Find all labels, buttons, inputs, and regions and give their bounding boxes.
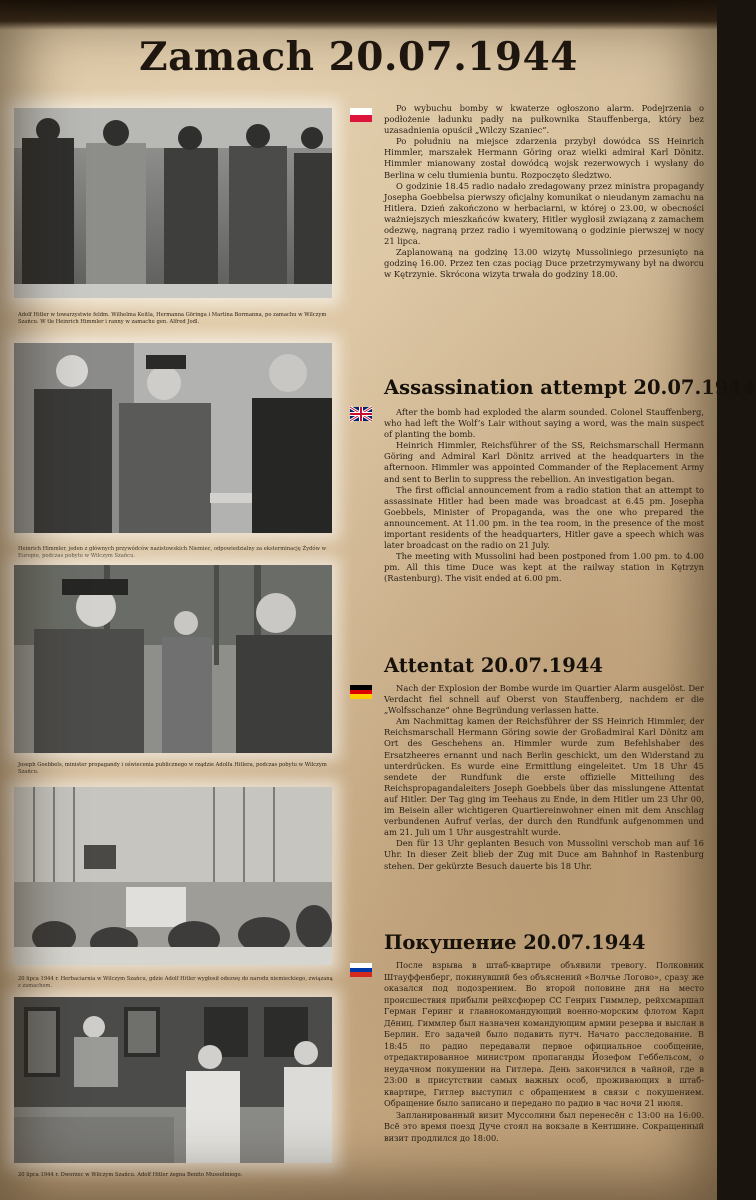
photo-caption-2: Heinrich Himmler, jeden z głównych przywódców nazistowskich Niemiec, odpowiedzialny za eksterminację Żydów w Europie, podczas pobytu w Wilczym Szańcu. — [18, 546, 327, 559]
section-de-body — [384, 683, 704, 872]
ru-paragraph: Запланированный визит Муссолини был перенесён с 13:00 на 16:00. Всё это время поезд Дуче стоял на вокзале в Кентшине. Сокращенный визит продлился до 18:00. — [384, 1109, 704, 1143]
pl-paragraph: Zaplanowaną na godzinę 13.00 wizytę Mussoliniego przesunięto na godzinę 16.00. Przez ten czas pociąg Duce przetrzymywany był na dworcu w Kętrzynie. Skrócona wizyta trwała do godziny 18.00. — [384, 247, 704, 280]
pl-paragraph: O godzinie 18.45 radio nadało zredagowany przez ministra propagandy Josepha Goebbelsa pierwszy oficjalny komunikat o nieudanym zamachu na Hitlera. Dzień zakończono w herbaciarni, w której o 23.00, w obecności ważniejszych mieszkańców kwatery, Hitler wygłosił związaną z zamachem odezwę, nagraną przez radio i wyemitowaną o godzinie pierwszej w nocy 21 lipca. — [384, 180, 704, 247]
ru-paragraph: После взрыва в штаб-квартире объявили тревогу. Полковник Штауффенберг, покинувший без объяснений «Волчье Логово», сразу же оказался под подозрением. Во второй половине дня на место происшествия прибыли рейхсфюрер СС Генрих Гиммлер, рейхсмаршал Герман Геринг и главнокомандующий военно-морским флотом Карл Дёниц. Гиммлер был назначен командующим армии резерва и выслан в Берлин. Его задачей было подавить путч. Начато расследование. В 18:45 по радио передавали первое официальное сообщение, отредактированное министром пропаганды Йозефом Геббельсом, о неудачном покушении на Гитлера. День закончился в чайной, где в 23:00 в присутствии самых важных особ, проживающих в штаб-квартире, Гитлер выступил с обращением в связи с покушением. Обращение было записано и передано по радио в час ночи 21 июля. — [384, 960, 704, 1108]
section-ru-body — [384, 960, 704, 1144]
poland-flag-icon — [350, 108, 372, 122]
page-title: Zamach 20.07.1944 — [139, 34, 578, 80]
section-de-title: Attentat 20.07.1944 — [384, 654, 603, 677]
en-paragraph: The first official announcement from a radio station that an attempt to assassinate Hitler had been made was broadcast at 6.45 pm. Josepha Goebbels, Minister of Propaganda, was the one who prepared the announcement. At 11.00 pm. in the tea room, in the presence of the most important residents of the headquarters, Hitler gave a speech which was later broadcast on the radio on 21 July. — [384, 484, 704, 551]
photo-himmler-handshake — [14, 343, 332, 533]
en-paragraph: Heinrich Himmler, Reichsführer of the SS, Reichsmarschall Hermann Göring and Admiral Karl Dönitz arrived at the headquarters in the afternoon. Himmler was appointed Commander of the Replacement Army and sent to Berlin to suppress the rebellion. An investigation began. — [384, 440, 704, 484]
photo-caption-5: 20 lipca 1944 r. Dworzec w Wilczym Szańcu. Adolf Hitler żegna Benito Mussoliniego. — [18, 1172, 243, 1178]
en-paragraph: The meeting with Mussolini had been postponed from 1.00 pm. to 4.00 pm. All this time Duce was kept at the railway station in Kętrzyn (Rastenburg). The visit ended at 6.00 pm. — [384, 551, 704, 584]
photo-caption-3: Joseph Goebbels, minister propagandy i oświecenia publicznego w rządzie Adolfa Hitlera, podczas pobytu w Wilczym Szańcu. — [18, 762, 327, 775]
section-ru-title: Покушение 20.07.1944 — [384, 931, 646, 954]
de-paragraph: Am Nachmittag kamen der Reichsführer der SS Heinrich Himmler, der Reichsmarschall Hermann Göring sowie der Großadmiral Karl Dönitz am Ort des Geschehens an. Himmler wurde zum Befehlshaber des Ersatzheeres ernannt und nach Berlin geschickt, um den Widerstand zu unterdrücken. Es wurde eine Ermittlung eingeleitet. Um 18 Uhr 45 sendete der Rundfunk die erste offizielle Mitteilung des Reichspropagandaleiters Joseph Goebbels über das misslungene Attentat auf Hitler. Der Tag ging im Teehaus zu Ende, in dem Hitler um 23 Uhr 00, im Beisein aller wichtigeren Quartiereinwohner einen mit dem Anschlag verbundenen Aufruf verlas, der durch den Rundfunk aufgenommen und am 21. Juli um 1 Uhr ausgestrahlt wurde. — [384, 716, 704, 838]
de-paragraph: Den für 13 Uhr geplanten Besuch von Mussolini verschob man auf 16 Uhr. In dieser Zeit blieb der Zug mit Duce am Bahnhof in Rastenburg stehen. Der gekürzte Besuch dauerte bis 18 Uhr. — [384, 838, 704, 871]
pl-paragraph: Po wybuchu bomby w kwaterze ogłoszono alarm. Podejrzenia o podłożenie ładunku padły na pułkownika Stauffenberga, który bez uzasadnienia opuścił „Wilczy Szaniec”. — [384, 103, 704, 136]
photo-goebbels — [14, 565, 332, 753]
germany-flag-icon — [350, 685, 372, 699]
photo-tea-house — [14, 787, 332, 965]
photo-caption-4: 20 lipca 1944 r. Herbaciarnia w Wilczym Szańcu, gdzie Adolf Hitler wygłosił odezwę do narodu niemieckiego, związaną z zamachem. — [18, 976, 333, 989]
section-en-body — [384, 407, 704, 585]
photo-train-station — [14, 997, 332, 1163]
section-en-title: Assassination attempt 20.07.1944 — [384, 376, 756, 399]
top-shadow-band — [0, 0, 717, 30]
uk-flag-icon — [350, 407, 372, 421]
de-paragraph: Nach der Explosion der Bombe wurde im Quartier Alarm ausgelöst. Der Verdacht fiel schnell auf Oberst von Stauffenberg, nachdem er die „Wolfsschanze” ohne Begründung verlassen hatte. — [384, 683, 704, 716]
photo-hitler-keitel-goring — [14, 108, 332, 298]
section-pl-body — [384, 103, 704, 281]
russia-flag-icon — [350, 963, 372, 977]
en-paragraph: After the bomb had exploded the alarm sounded. Colonel Stauffenberg, who had left the Wolf’s Lair without saying a word, was the main suspect of planting the bomb. — [384, 407, 704, 440]
photo-caption-1: Adolf Hitler w towarzystwie feldm. Wilhelma Keitla, Hermanna Göringa i Martina Bormanna, po zamachu w Wilczym Szańcu. W tle Heinrich Himmler i ranny w zamachu gen. Alfred Jodl. — [18, 312, 327, 325]
pl-paragraph: Po południu na miejsce zdarzenia przybył dowódca SS Heinrich Himmler, marszałek Hermann Göring oraz wielki admirał Karl Dönitz. Himmler mianowany został dowódcą wojsk rezerwowych i wysłany do Berlina w celu tłumienia buntu. Rozpoczęto śledztwo. — [384, 136, 704, 180]
